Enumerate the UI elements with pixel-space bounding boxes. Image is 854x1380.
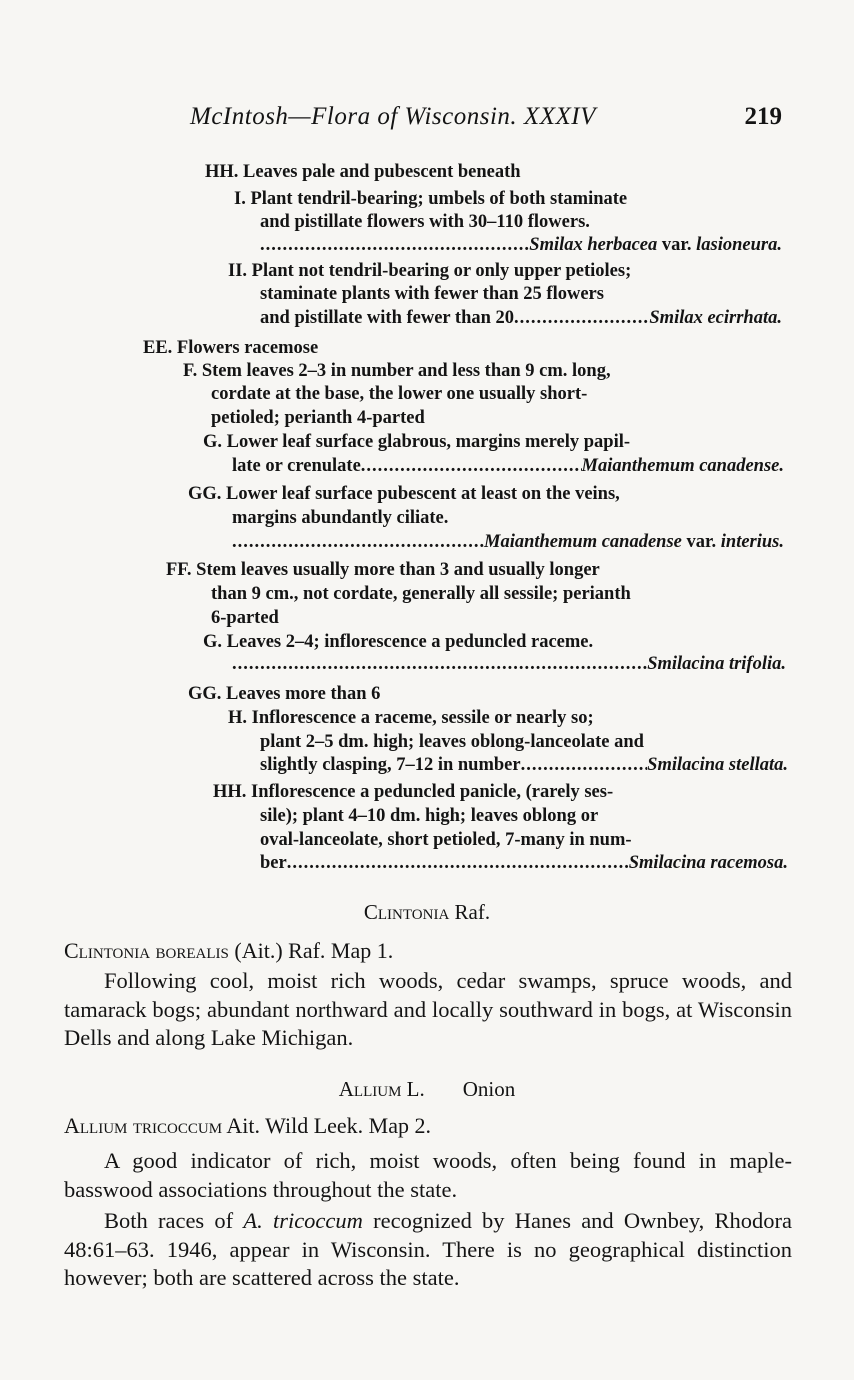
species-entry-allium: Allium tricoccum Ait. Wild Leek. Map 2. xyxy=(64,1113,431,1138)
key-line-species: late or crenulate ..... Maianthemum canadense. xyxy=(232,454,784,478)
key-line: than 9 cm., not cordate, generally all sessile; perianth xyxy=(211,584,631,604)
genus-heading-clintonia: Clintonia Raf. xyxy=(363,900,491,924)
clintonia-description: Following cool, moist rich woods, cedar swamps, spruce woods, and tamarack bogs; abundant northward and locally southward in bogs, at Wisconsin Dells and along Lake Michigan. xyxy=(64,968,792,1050)
key-line: H. Inflorescence a raceme, sessile or nearly so; xyxy=(228,708,594,728)
allium-description: A good indicator of rich, moist woods, often being found in maple-basswood associations throughout the state. xyxy=(64,1148,792,1202)
key-line: G. Lower leaf surface glabrous, margins merely papil- xyxy=(203,432,631,452)
key-line-species: and pistillate with fewer than 20 ..... Smilax ecirrhata. xyxy=(260,306,782,330)
key-line: HH. Inflorescence a peduncled panicle, (rarely ses- xyxy=(213,782,614,802)
leader-dots xyxy=(232,530,484,554)
key-line: G. Leaves 2–4; inflorescence a peduncled raceme. xyxy=(203,632,594,652)
leader-dots xyxy=(287,851,629,875)
allium-note: Both races of A. tricoccum recognized by Hanes and Ownbey, Rhodora 48:61–63. 1946, appear in Wisconsin. There is no geographical distinction however; both are scattered across the state. xyxy=(64,1208,792,1290)
running-head xyxy=(190,103,782,137)
key-line: EE. Flowers racemose xyxy=(143,338,319,358)
leader-dots xyxy=(514,306,649,330)
key-line: and pistillate flowers with 30–110 flowers. xyxy=(260,212,590,232)
leader-dots xyxy=(260,233,529,257)
key-line-species: slightly clasping, 7–12 in number ..... Smilacina stellata. xyxy=(260,753,788,777)
page-number: 219 xyxy=(744,103,782,130)
key-line: cordate at the base, the lower one usually short- xyxy=(211,384,588,404)
key-line: F. Stem leaves 2–3 in number and less than 9 cm. long, xyxy=(183,361,611,381)
key-line-species: ..... Smilax herbacea var. lasioneura. xyxy=(260,233,782,257)
key-line: I. Plant tendril-bearing; umbels of both staminate xyxy=(234,189,628,209)
key-line: GG. Lower leaf surface pubescent at least on the veins, xyxy=(188,484,620,504)
key-line-species: ber ..... Smilacina racemosa. xyxy=(260,851,788,875)
key-line: GG. Leaves more than 6 xyxy=(188,684,381,704)
key-line-species: ..... Smilacina trifolia. xyxy=(232,652,786,676)
key-line: FF. Stem leaves usually more than 3 and usually longer xyxy=(166,560,600,580)
leader-dots xyxy=(361,454,582,478)
leader-dots xyxy=(232,652,647,676)
key-line: staminate plants with fewer than 25 flowers xyxy=(260,284,604,304)
leader-dots xyxy=(521,753,648,777)
key-line-species: ..... Maianthemum canadense var. interius. xyxy=(232,530,784,554)
key-line: plant 2–5 dm. high; leaves oblong-lanceolate and xyxy=(260,732,644,752)
key-line: 6-parted xyxy=(211,608,279,628)
key-line: petioled; perianth 4-parted xyxy=(211,408,425,428)
key-line: margins abundantly ciliate. xyxy=(232,508,449,528)
key-line: oval-lanceolate, short petioled, 7-many in num- xyxy=(260,830,632,850)
key-line: sile); plant 4–10 dm. high; leaves oblong or xyxy=(260,806,599,826)
key-line: II. Plant not tendril-bearing or only upper petioles; xyxy=(228,261,632,281)
running-title: McIntosh—Flora of Wisconsin. XXXIV xyxy=(190,103,596,130)
genus-heading-allium: Allium L. Onion xyxy=(338,1077,516,1101)
species-entry-clintonia: Clintonia borealis (Ait.) Raf. Map 1. xyxy=(64,938,394,963)
key-line: HH. Leaves pale and pubescent beneath xyxy=(205,162,521,182)
